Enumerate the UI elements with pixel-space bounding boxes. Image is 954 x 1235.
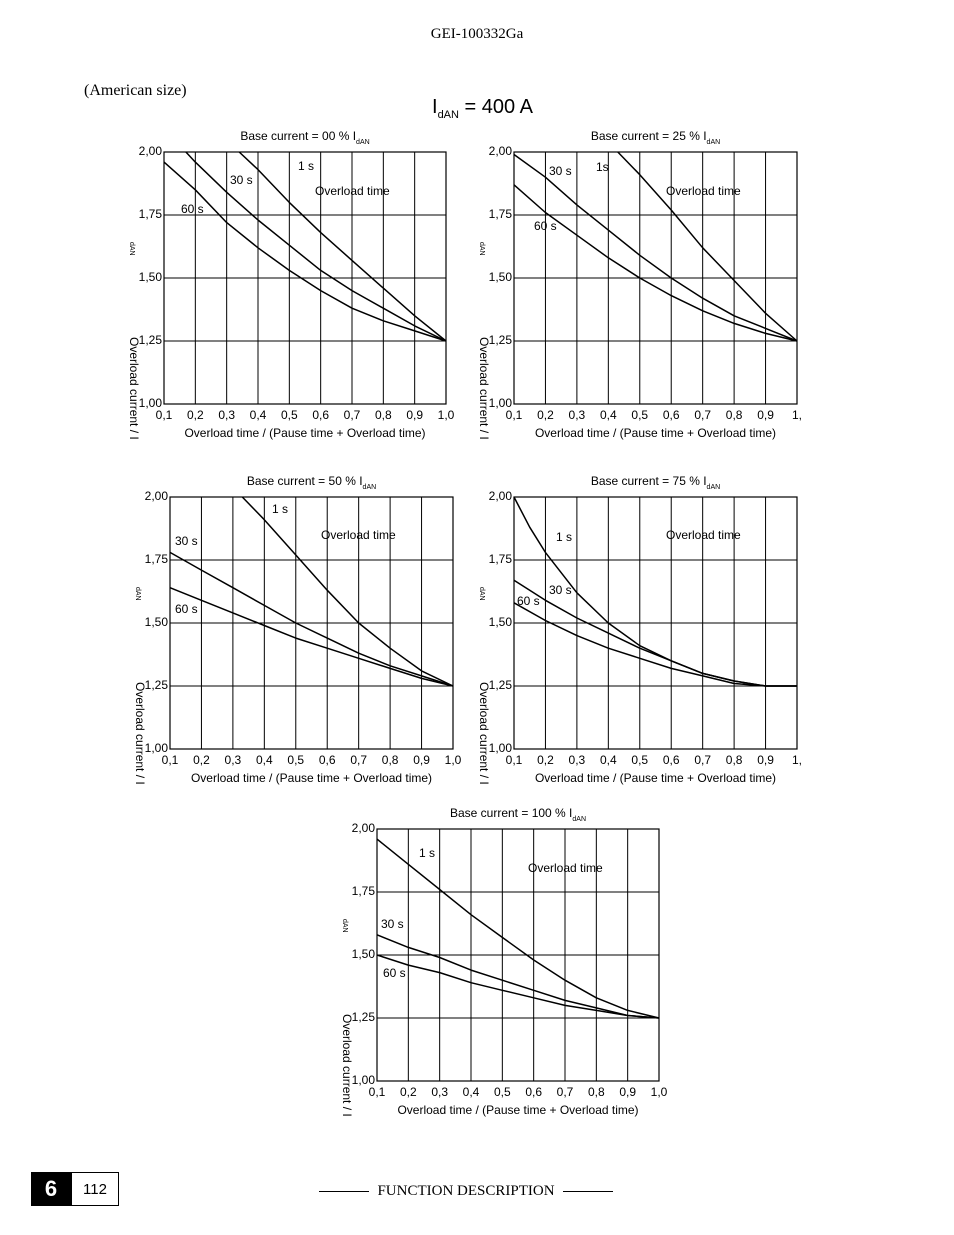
x-tick-label: 0,1 [161,753,179,767]
y-tick-label: 2,00 [488,489,512,503]
y-tick-label: 1,00 [351,1073,375,1087]
x-tick-label: 0,2 [193,753,210,767]
x-tick-label: 0,4 [462,1085,480,1099]
chart-2 [477,129,802,440]
y-tick-label: 1,50 [351,947,375,961]
x-tick-label: 1, [791,408,803,422]
x-tick-label: 0,3 [568,753,586,767]
y-tick-label: 1,00 [144,741,168,755]
x-tick-label: 0,6 [662,753,680,767]
y-tick-label: 1,50 [138,270,162,284]
x-tick-label: 0,8 [374,408,392,422]
x-tick-label: 0,2 [537,753,554,767]
overload-time-annotation: Overload time [528,861,603,875]
x-tick-label: 0,7 [694,753,712,767]
x-tick-label: 0,7 [556,1085,574,1099]
x-tick-label: 0,6 [662,408,680,422]
x-tick-label: 0,9 [406,408,424,422]
x-tick-label: 1,0 [437,408,455,422]
x-tick-label: 0,7 [694,408,712,422]
footer-rule-right [563,1191,613,1192]
x-tick-label: 1,0 [650,1085,668,1099]
x-tick-label: 0,8 [725,408,743,422]
y-tick-label: 1,25 [144,678,168,692]
x-tick-label: 0,3 [224,753,242,767]
x-tick-label: 0,4 [255,753,273,767]
overload-time-annotation: Overload time [315,184,390,198]
y-axis-label-subscript: dAN [478,242,485,256]
x-tick-label: 0,8 [587,1085,605,1099]
curve-label: 60 s [181,202,204,216]
chart-title-subscript: dAN [362,484,377,491]
curve-60s [377,955,659,1018]
curve-60s [164,162,446,341]
curve-label: 60 s [175,602,198,616]
y-tick-label: 1,75 [144,552,168,566]
x-tick-label: 0,8 [725,753,743,767]
curve-label: 1 s [419,846,436,860]
y-tick-label: 1,00 [488,396,512,410]
x-axis-label: Overload time / (Pause time + Overload time) [534,426,777,440]
size-note: (American size) [84,82,187,99]
y-tick-label: 2,00 [351,821,375,835]
x-tick-label: 0,7 [343,408,361,422]
curve-label: 30 s [175,534,198,548]
chart-title-text: Base current = 100 % I [449,806,573,820]
curve-60s [514,185,797,341]
chart-title [247,474,376,491]
curve-label: 60 s [517,594,540,608]
y-axis-label-subscript: dAN [478,587,485,601]
chart-title-subscript: dAN [356,139,370,146]
overload-time-annotation: Overload time [321,528,396,542]
x-tick-label: 1,0 [444,753,462,767]
curve-label: 30 s [230,173,253,187]
x-tick-label: 0,8 [381,753,399,767]
x-tick-label: 0,6 [525,1085,543,1099]
y-tick-label: 1,50 [144,615,168,629]
curve-30s [514,155,797,342]
y-axis-label: Overload current / I [127,337,141,440]
chart-title-subscript: dAN [706,484,721,491]
curve-label: 30 s [549,583,572,597]
chart-title-text: Base current = 25 % I [590,129,707,143]
x-tick-label: 0,6 [312,408,330,422]
y-tick-label: 1,50 [488,615,512,629]
overload-time-annotation: Overload time [666,528,741,542]
curve-label: 1 s [556,530,573,544]
rated-current-symbol: I [432,96,438,118]
document-id: GEI-100332Ga [430,26,524,42]
footer-section-title-text: FUNCTION DESCRIPTION [377,1183,555,1199]
y-axis-label-subscript: dAN [128,242,135,256]
x-tick-label: 1, [791,753,803,767]
chart-title [450,806,586,823]
y-tick-label: 2,00 [138,144,162,158]
page-number: 112 [71,1172,119,1206]
x-tick-label: 0,9 [757,408,774,422]
footer-rule-left [319,1191,369,1192]
curve-label: 1 s [272,502,289,516]
x-axis-label: Overload time / (Pause time + Overload time) [184,426,426,440]
x-tick-label: 0,9 [413,753,430,767]
y-tick-label: 1,25 [351,1010,375,1024]
y-tick-label: 1,00 [488,741,512,755]
y-tick-label: 1,75 [351,884,375,898]
x-tick-label: 0,7 [350,753,368,767]
curve-30s [186,152,446,341]
x-tick-label: 0,2 [537,408,554,422]
y-axis-label-subscript: dAN [341,919,348,933]
x-tick-label: 0,5 [631,753,649,767]
x-tick-label: 0,4 [599,408,617,422]
x-tick-label: 0,6 [318,753,336,767]
x-axis-label: Overload time / (Pause time + Overload time) [534,771,777,785]
footer-section-title [319,1183,613,1200]
x-tick-label: 0,5 [280,408,298,422]
curve-60s [170,588,453,686]
chart-4 [477,474,802,785]
x-axis-label: Overload time / (Pause time + Overload time) [397,1103,639,1117]
y-tick-label: 1,50 [488,270,512,284]
curve-label: 30 s [381,917,404,931]
y-tick-label: 1,25 [488,678,512,692]
chart-3 [133,474,462,785]
x-tick-label: 0,5 [631,408,649,422]
y-axis-label-subscript: dAN [134,587,141,601]
x-tick-label: 0,4 [599,753,617,767]
x-tick-label: 0,3 [218,408,236,422]
curve-label: 60 s [534,219,557,233]
section-number-tab: 6 [31,1172,71,1206]
y-tick-label: 1,75 [488,552,512,566]
x-axis-label: Overload time / (Pause time + Overload time) [190,771,433,785]
overload-time-annotation: Overload time [666,184,741,198]
curve-label: 60 s [383,966,406,980]
curve-label: 1s [596,160,609,174]
x-tick-label: 0,9 [757,753,774,767]
x-tick-label: 0,9 [619,1085,637,1099]
x-tick-label: 0,1 [505,753,523,767]
y-tick-label: 2,00 [144,489,168,503]
chart-title-subscript: dAN [706,139,721,146]
x-tick-label: 0,2 [186,408,204,422]
rated-current-value: = 400 A [464,96,533,118]
x-tick-label: 0,2 [399,1085,417,1099]
rated-current-subscript: dAN [437,109,459,121]
x-tick-label: 0,5 [287,753,305,767]
y-tick-label: 1,25 [488,333,512,347]
curve-label: 1 s [298,159,315,173]
chart-title-subscript: dAN [572,816,587,823]
chart-title-text: Base current = 00 % I [240,129,357,143]
y-axis-label: Overload current / I [477,682,491,785]
x-tick-label: 0,3 [568,408,586,422]
curve-label: 30 s [549,164,572,178]
chart-title [240,129,369,146]
chart-5 [340,806,668,1117]
x-tick-label: 0,1 [505,408,523,422]
y-axis-label: Overload current / I [477,337,491,440]
chart-title-text: Base current = 50 % I [246,474,363,488]
y-tick-label: 2,00 [488,144,512,158]
x-tick-label: 0,1 [368,1085,386,1099]
x-tick-label: 0,4 [249,408,267,422]
y-axis-label: Overload current / I [133,682,147,785]
curve-60s [514,603,797,686]
y-tick-label: 1,75 [488,207,512,221]
curve-1s [377,839,659,1018]
x-tick-label: 0,5 [493,1085,511,1099]
y-axis-label: Overload current / I [340,1014,354,1117]
y-tick-label: 1,25 [138,333,162,347]
x-tick-label: 0,3 [431,1085,449,1099]
y-tick-label: 1,00 [138,396,162,410]
chart-title [591,129,720,146]
chart-title [591,474,720,491]
x-tick-label: 0,1 [155,408,173,422]
chart-1 [127,129,455,440]
y-tick-label: 1,75 [138,207,162,221]
chart-title-text: Base current = 75 % I [590,474,707,488]
